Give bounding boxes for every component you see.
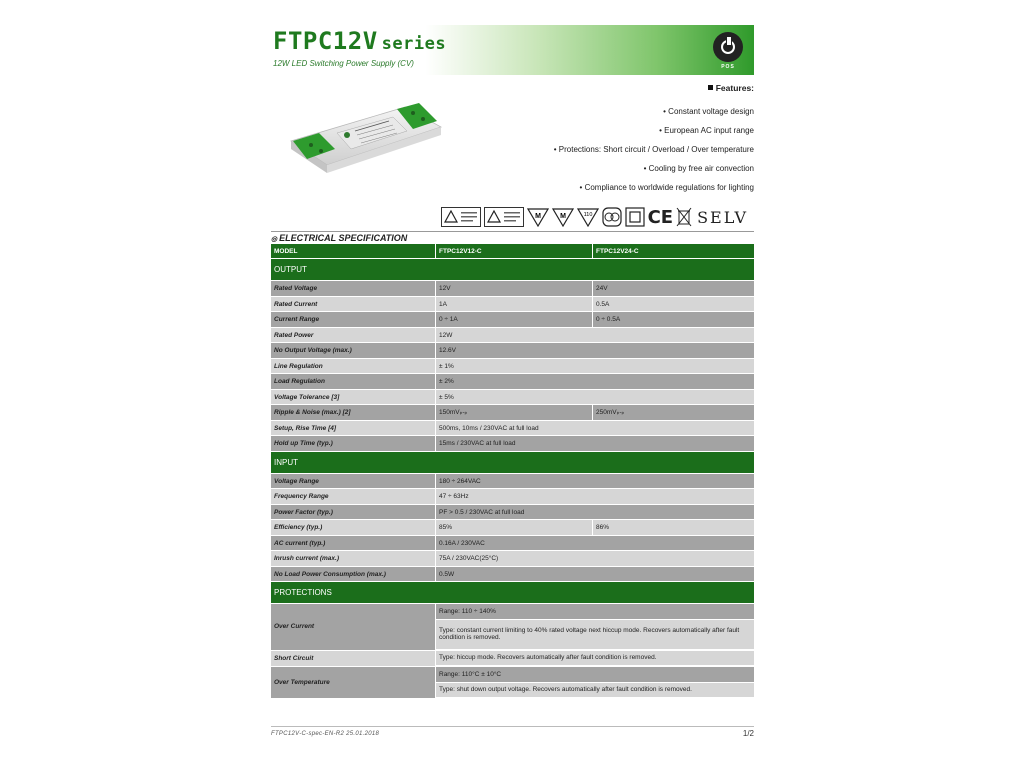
protection-range: Range: 110 ÷ 140% xyxy=(436,604,754,620)
row-label: Efficiency (typ.) xyxy=(271,520,436,535)
features-list xyxy=(454,83,754,197)
mm-mark-icon xyxy=(552,207,574,227)
svg-text:110: 110 xyxy=(583,212,592,218)
header-cell: MODEL xyxy=(271,244,436,258)
table-row xyxy=(271,421,754,437)
row-label: Setup, Rise Time [4] xyxy=(271,421,436,436)
row-label: Inrush current (max.) xyxy=(271,551,436,566)
row-value-model-24: 24V xyxy=(596,285,608,292)
ce-mark-icon: CE xyxy=(647,206,674,228)
transformer-icon xyxy=(602,207,622,227)
row-label: Voltage Tolerance [3] xyxy=(271,390,436,405)
row-value-model-12: 150mVₚ-ₚ xyxy=(436,405,593,420)
spec-section-title: ◎ ELECTRICAL SPECIFICATION xyxy=(271,231,754,244)
row-value: 180 ÷ 264VAC xyxy=(439,477,481,485)
table-row xyxy=(271,312,754,328)
row-label: Frequency Range xyxy=(271,489,436,504)
protection-type: Type: hiccup mode. Recovers automatically after fault condition is removed. xyxy=(436,651,754,667)
row-value-model-12: 1A xyxy=(436,297,593,312)
header-cell: FTPC12V24-C xyxy=(596,248,639,255)
row-value: PF > 0.5 / 230VAC at full load xyxy=(439,508,525,516)
table-row xyxy=(271,551,754,567)
datasheet-page xyxy=(271,25,754,745)
row-label: Line Regulation xyxy=(271,359,436,374)
protection-over-temperature xyxy=(271,667,754,699)
spec-table xyxy=(271,244,754,699)
protection-type: Type: constant current limiting to 40% rated voltage next hiccup mode. Recovers automatically after fault condition is removed. xyxy=(436,620,754,650)
table-row xyxy=(271,489,754,505)
row-value: 75A / 230VAC(25°C) xyxy=(439,555,499,562)
header-banner xyxy=(271,25,754,75)
brand-logo-text: POS xyxy=(721,64,735,70)
table-row xyxy=(271,374,754,390)
table-row xyxy=(271,505,754,521)
row-label: No Output Voltage (max.) xyxy=(271,343,436,358)
feature-item: • European AC input range xyxy=(659,126,754,135)
footer-doc-id: FTPC12V-C-spec-EN-R2 25.01.2018 xyxy=(271,731,380,737)
section-input: INPUT xyxy=(271,452,754,474)
table-row xyxy=(271,474,754,490)
certification-marks xyxy=(441,206,748,228)
row-label: Rated Voltage xyxy=(271,281,436,296)
row-label: Hold up Time (typ.) xyxy=(271,436,436,451)
protection-range: Range: 110°C ± 10°C xyxy=(436,667,754,683)
row-label: Power Factor (typ.) xyxy=(271,505,436,520)
weee-bin-icon xyxy=(676,207,692,227)
footer-divider xyxy=(271,726,754,727)
row-label: AC current (typ.) xyxy=(271,536,436,551)
110-degree-icon xyxy=(577,207,599,227)
table-row xyxy=(271,297,754,313)
table-row xyxy=(271,359,754,375)
features-heading: Features: xyxy=(454,83,754,93)
table-row xyxy=(271,281,754,297)
protection-label: Over Temperature xyxy=(271,667,436,698)
row-label: No Load Power Consumption (max.) xyxy=(271,567,436,582)
row-label: Rated Current xyxy=(271,297,436,312)
series-suffix: series xyxy=(381,34,447,54)
table-header-row xyxy=(271,244,754,259)
table-row xyxy=(271,405,754,421)
row-value: 12.6V xyxy=(439,347,456,354)
feature-item: • Protections: Short circuit / Overload / Over temperature xyxy=(553,145,754,154)
row-value: 500ms, 10ms / 230VAC at full load xyxy=(439,424,539,432)
svg-text:M: M xyxy=(534,213,541,220)
row-value: 15ms / 230VAC at full load xyxy=(439,440,516,447)
section-output: OUTPUT xyxy=(271,259,754,281)
row-value-model-12: 12V xyxy=(436,281,593,296)
row-label: Ripple & Noise (max.) [2] xyxy=(271,405,436,420)
mm-mark-icon xyxy=(527,207,549,227)
row-label: Current Range xyxy=(271,312,436,327)
row-value: 47 ÷ 63Hz xyxy=(439,493,469,500)
row-value: 0.5W xyxy=(439,570,455,578)
series-name: FTPC12V xyxy=(273,27,378,55)
svg-text:M: M xyxy=(559,213,566,220)
enec-mark-icon xyxy=(484,207,524,227)
table-row xyxy=(271,390,754,406)
protection-short-circuit xyxy=(271,651,754,668)
table-row xyxy=(271,328,754,344)
section-protections: PROTECTIONS xyxy=(271,582,754,604)
product-title xyxy=(273,27,446,55)
row-value-model-12: 85% xyxy=(436,520,593,535)
class-ii-icon xyxy=(625,207,645,227)
product-subtitle: 12W LED Switching Power Supply (CV) xyxy=(273,59,414,68)
table-row xyxy=(271,536,754,552)
row-value-model-24: 86% xyxy=(596,524,610,531)
row-value: 12W xyxy=(439,331,453,339)
row-value: 0.16A / 230VAC xyxy=(439,539,485,547)
row-value-model-24: 250mVₚ-ₚ xyxy=(596,409,625,416)
table-row xyxy=(271,520,754,536)
protection-label: Short Circuit xyxy=(271,651,436,667)
footer-page-number: 1/2 xyxy=(742,729,754,738)
row-label: Rated Power xyxy=(271,328,436,343)
row-value: ± 2% xyxy=(439,378,454,385)
table-row xyxy=(271,436,754,452)
product-image xyxy=(285,93,445,193)
row-value: ± 1% xyxy=(439,362,454,370)
protection-type: Type: shut down output voltage. Recovers automatically after fault condition is removed. xyxy=(436,683,754,699)
feature-item: • Constant voltage design xyxy=(663,107,754,116)
protection-label: Over Current xyxy=(271,604,436,650)
feature-item: • Cooling by free air convection xyxy=(643,164,754,173)
row-label: Load Regulation xyxy=(271,374,436,389)
row-value: ± 5% xyxy=(439,393,454,401)
table-row xyxy=(271,343,754,359)
table-row xyxy=(271,567,754,583)
header-cell: FTPC12V12-C xyxy=(436,244,593,258)
row-value-model-12: 0 ÷ 1A xyxy=(436,312,593,327)
enec-mark-icon xyxy=(441,207,481,227)
row-value-model-24: 0 ÷ 0.5A xyxy=(596,316,621,323)
selv-mark: SELV xyxy=(697,207,748,227)
brand-logo-icon xyxy=(713,32,743,62)
row-value-model-24: 0.5A xyxy=(596,300,610,308)
protection-over-current xyxy=(271,604,754,651)
feature-item: • Compliance to worldwide regulations for lighting xyxy=(579,183,754,192)
row-label: Voltage Range xyxy=(271,474,436,489)
target-icon: ◎ xyxy=(271,236,278,243)
